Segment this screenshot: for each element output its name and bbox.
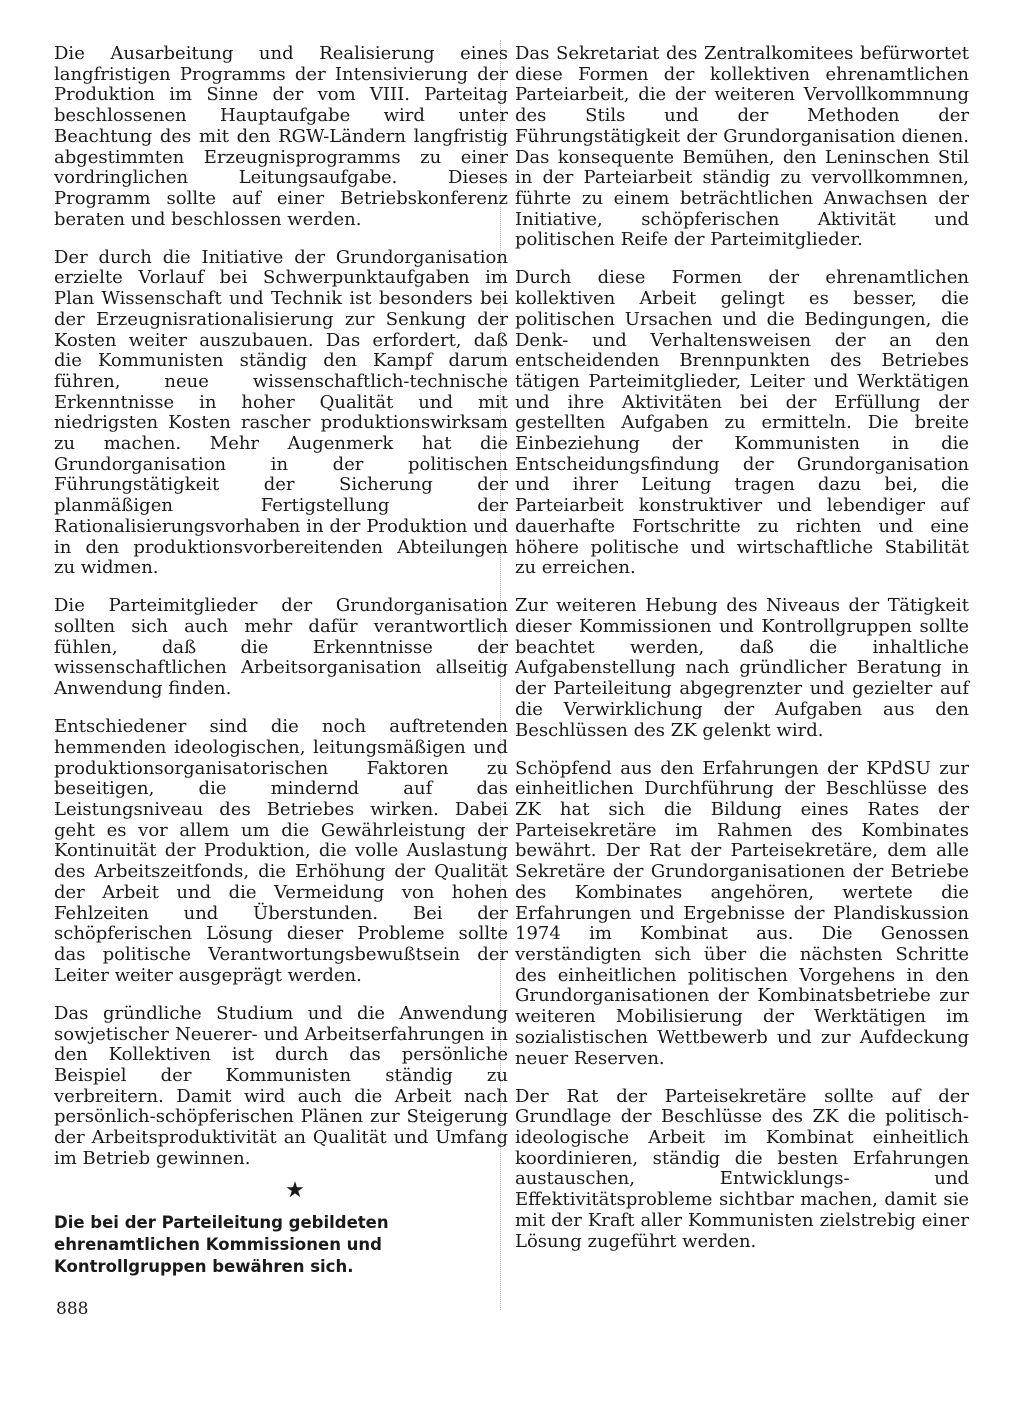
star-ornament-icon: ★ (285, 1177, 305, 1203)
left-paragraph-4: Entschiedener sind die noch auftretenden hemmenden ideologischen, leitungsmäßigen und produktionsorganisatorischen Faktoren zu beseitigen, die mindernd auf das Leistungsniveau des Betriebes wirken. Dabei geht es vor allem um die Gewährleistung der Kontinuität der Produktion, die volle Auslastung des Arbeitszeitfonds, die Erhöhung der Qualität der Arbeit und die Vermeidung von hohen Fehlzeiten und Überstunden. Bei der schöpferischen Lösung dieser Probleme sollte das politische Verantwortungsbewußtsein der Leiter weiter ausgeprägt werden. (54, 716, 508, 986)
right-paragraph-4: Schöpfend aus den Erfahrungen der KPdSU zur einheitlichen Durchführung der Beschlüsse des ZK hat sich die Bildung eines Rates der Parteisekretäre im Rahmen des Kombinates bewährt. Der Rat der Parteisekretäre, dem alle Sekretäre der Grundorganisationen der Betriebe des Kombinates angehören, wertete die Erfahrungen und Ergebnisse der Plandiskussion 1974 im Kombinat aus. Die Genossen verständigten sich über die nächsten Schritte des einheitlichen politischen Vorgehens in den Grundorganisationen der Kombinatsbetriebe zur weiteren Mobilisierung der Werktätigen im sozialistischen Wettbewerb und zur Aufdeckung neuer Reserven. (515, 757, 969, 1069)
right-paragraph-3: Zur weiteren Hebung des Niveaus der Tätigkeit dieser Kommissionen und Kontrollgruppen sollte beachtet werden, daß die inhaltliche Aufgabenstellung nach gründlicher Beratung in der Parteileitung abgegrenzter und gezielter auf die Verwirklichung der Aufgaben aus den Beschlüssen des ZK gelenkt wird. (515, 595, 969, 741)
left-paragraph-1: Die Ausarbeitung und Realisierung eines langfristigen Programms der Intensivierung der Produktion im Sinne der vom VIII. Parteitag beschlossenen Hauptaufgabe wird unter Beachtung des mit den RGW-Ländern langfristig abgestimmten Erzeugnisprogramms zu einer vordringlichen Leitungsaufgabe. Dieses Programm sollte auf einer Betriebskonferenz beraten und beschlossen werden. (54, 43, 508, 230)
section-heading: Die bei der Parteileitung gebildeten ehrenamtlichen Kommissionen und Kontrollgruppen bewähren sich. (54, 1212, 389, 1276)
right-paragraph-2: Durch diese Formen der ehrenamtlichen kollektiven Arbeit gelingt es besser, die politischen Ursachen und die Bedingungen, die Denk- und Verhaltensweisen der an den entscheidenden Brennpunkten des Betriebes tätigen Parteimitglieder, Leiter und Werktätigen und ihre Aktivitäten bei der Erfüllung der gestellten Aufgaben zu ermitteln. Die breite Einbeziehung der Kommunisten in die Entscheidungsfindung der Grundorganisation und ihrer Leitung tragen dazu bei, die Parteiarbeit konstruktiver und lebendiger auf dauerhafte Fortschritte zu richten und eine höhere politische und wirtschaftliche Stabilität zu erreichen. (515, 267, 969, 579)
left-paragraph-3: Die Parteimitglieder der Grundorganisation sollten sich auch mehr dafür verantwortlich fühlen, daß die Erkenntnisse der wissenschaftlichen Arbeitsorganisation allseitig Anwendung finden. (54, 595, 508, 700)
right-column (515, 44, 969, 1270)
left-paragraph-2: Der durch die Initiative der Grundorganisation erzielte Vorlauf bei Schwerpunktaufgaben im Plan Wissenschaft und Technik ist besonders bei der Erzeugnisrationalisierung zur Senkung der Kosten weiter auszubauen. Das erfordert, daß die Kommunisten ständig den Kampf darum führen, neue wissenschaftlich-technische Erkenntnisse in hoher Qualität und mit niedrigsten Kosten rascher produktionswirksam zu machen. Mehr Augenmerk hat die Grundorganisation in der politischen Führungstätigkeit der Sicherung der planmäßigen Fertigstellung der Rationalisierungsvorhaben in der Produktion und in den produktionsvorbereitenden Abteilungen zu widmen. (54, 246, 508, 579)
right-paragraph-1: Das Sekretariat des Zentralkomitees befürwortet diese Formen der kollektiven ehrenamtlichen Parteiarbeit, die der weiteren Vervollkommnung des Stils und der Methoden der Führungstätigkeit der Grundorganisation dienen. Das konsequente Bemühen, den Leninschen Stil in der Parteiarbeit ständig zu vervollkommnen, führte zu einem beträchtlichen Anwachsen der Initiative, schöpferischen Aktivität und politischen Reife der Parteimitglieder. (515, 43, 969, 251)
left-column (54, 44, 508, 1278)
left-paragraph-5: Das gründliche Studium und die Anwendung sowjetischer Neuerer- und Arbeitserfahrungen in den Kollektiven ist durch das persönliche Beispiel der Kommunisten ständig zu verbreitern. Damit wird auch die Arbeit nach persönlich-schöpferischen Plänen zur Steigerung der Arbeitsproduktivität an Qualität und Umfang im Betrieb gewinnen. (54, 1002, 508, 1169)
right-paragraph-5: Der Rat der Parteisekretäre sollte auf der Grundlage der Beschlüsse des ZK die politisch-ideologische Arbeit im Kombinat einheitlich koordinieren, ständig die besten Erfahrungen austauschen, Entwicklungs- und Effektivitätsprobleme sichtbar machen, damit sie mit der Kraft aller Kommunisten zielstrebig einer Lösung zugeführt werden. (515, 1085, 969, 1252)
page-number: 888 (56, 1299, 89, 1319)
